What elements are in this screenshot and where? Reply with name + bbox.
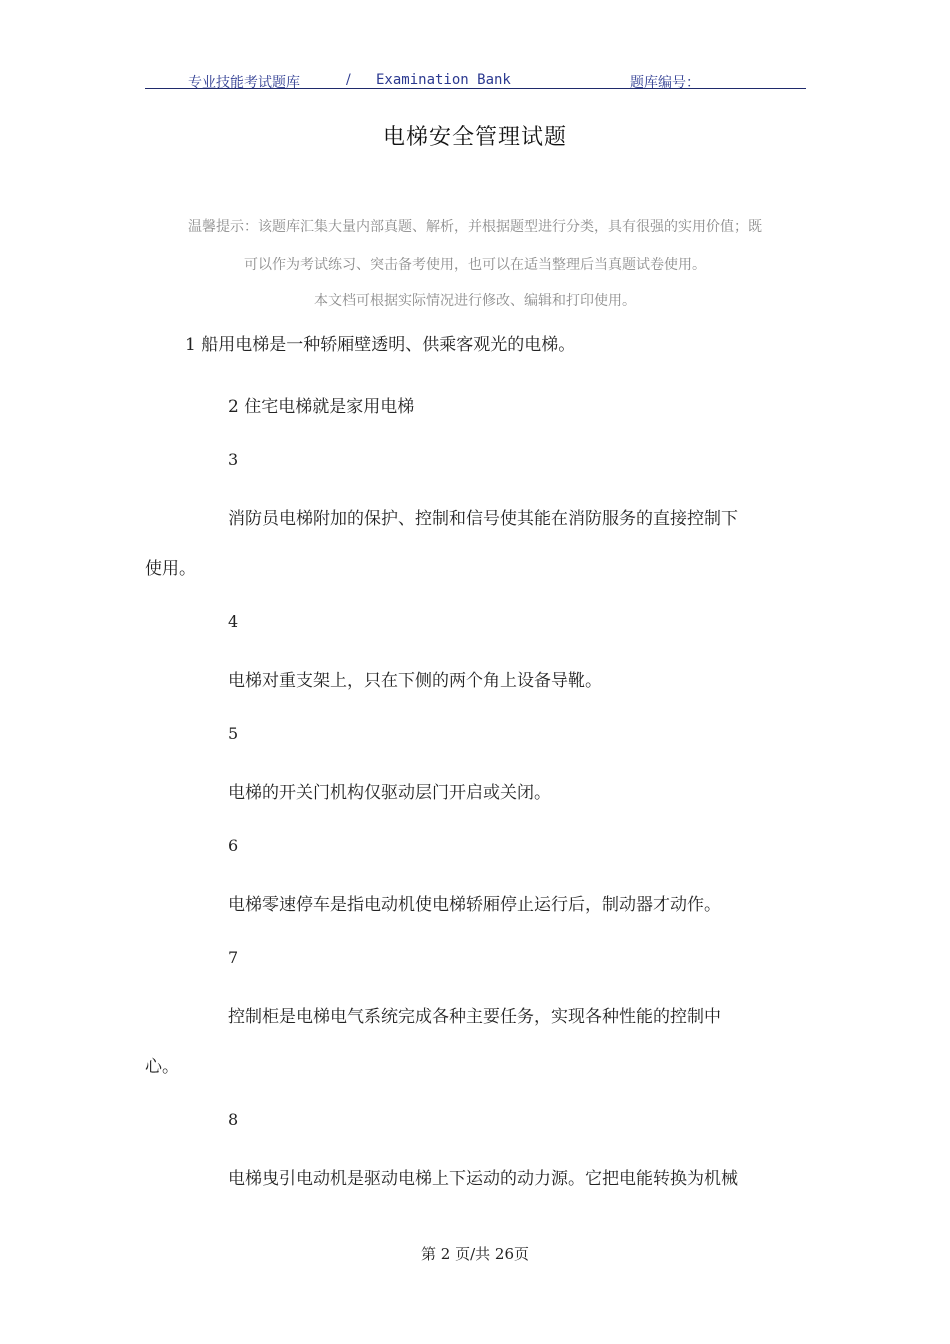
tip-line-2: 可以作为考试练习、突击备考使用，也可以在适当整理后当真题试卷使用。	[244, 257, 706, 273]
header-bank-english: Examination Bank	[376, 72, 511, 88]
question-1: 1 船用电梯是一种轿厢壁透明、供乘客观光的电梯。	[185, 335, 576, 355]
page-footer: 第 2 页/共 26页	[421, 1245, 529, 1263]
header-code-label: 题库编号：	[630, 75, 700, 91]
document-title: 电梯安全管理试题	[382, 125, 567, 150]
question-5: 电梯的开关门机构仅驱动层门开启或关闭。	[228, 783, 551, 803]
question-6: 电梯零速停车是指电动机使电梯轿厢停止运行后，制动器才动作。	[228, 895, 721, 915]
question-4: 电梯对重支架上，只在下侧的两个角上设备导靴。	[228, 671, 602, 691]
question-number-4: 4	[228, 612, 239, 631]
question-number-5: 5	[228, 724, 239, 743]
question-number-8: 8	[228, 1110, 239, 1129]
header-rule	[145, 88, 806, 89]
question-3-line-1: 消防员电梯附加的保护、控制和信号使其能在消防服务的直接控制下	[228, 509, 738, 529]
question-number-7: 7	[228, 948, 239, 967]
tip-line-1: 温馨提示：该题库汇集大量内部真题、解析，并根据题型进行分类，具有很强的实用价值；既	[188, 219, 762, 235]
question-8: 电梯曳引电动机是驱动电梯上下运动的动力源。它把电能转换为机械	[228, 1169, 738, 1189]
question-3-line-2: 使用。	[145, 559, 196, 579]
header-slash: /	[346, 72, 351, 88]
question-7-line-2: 心。	[145, 1057, 179, 1077]
header-bank-name: 专业技能考试题库	[188, 75, 300, 91]
tip-line-3: 本文档可根据实际情况进行修改、编辑和打印使用。	[314, 293, 636, 309]
question-7-line-1: 控制柜是电梯电气系统完成各种主要任务，实现各种性能的控制中	[228, 1007, 721, 1027]
question-number-3: 3	[228, 450, 239, 469]
question-2: 2 住宅电梯就是家用电梯	[228, 397, 415, 417]
question-number-6: 6	[228, 836, 239, 855]
